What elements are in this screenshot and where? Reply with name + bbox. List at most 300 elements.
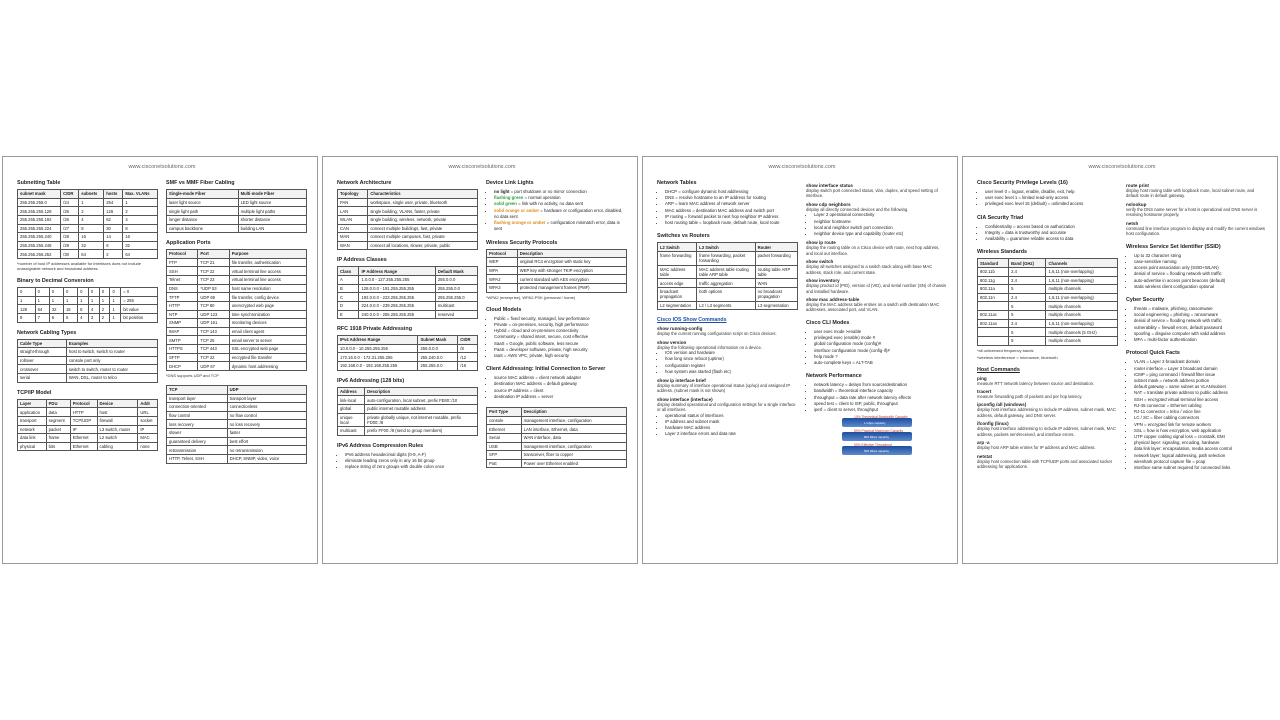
table-cell: 255.255.0.0 xyxy=(435,284,477,293)
table-cell: L2 / L3 segments xyxy=(697,301,755,310)
table-cell: 2 xyxy=(99,305,110,314)
light-state: no light xyxy=(494,189,510,194)
table-cell: segment xyxy=(46,416,70,425)
table-cell: 10.0.0.0 - 10.255.255.255 xyxy=(338,344,418,353)
table-cell: 1 xyxy=(63,296,77,305)
table-cell: transport layer xyxy=(227,394,306,403)
table-row xyxy=(167,446,307,455)
table-row xyxy=(167,454,307,463)
table-header-cell: Default Mask xyxy=(435,267,477,276)
table-cell: 255.240.0.0 xyxy=(418,353,458,362)
list-item: • SSL = how is how encryption, web application xyxy=(1134,428,1267,434)
table-cell: Serial xyxy=(487,433,522,442)
table-row xyxy=(18,416,158,425)
table-cell: Ethernet xyxy=(70,434,97,443)
table-cell: both options xyxy=(697,287,755,301)
table-cell: HTTP, Telnet, SSH xyxy=(167,454,228,463)
table-row xyxy=(338,198,478,207)
table-header-cell: Protocol xyxy=(167,250,198,259)
table-row xyxy=(338,241,478,250)
command-name: netstat xyxy=(977,453,993,459)
table-row xyxy=(18,365,158,374)
table-cell: 62 xyxy=(104,215,123,224)
table-row xyxy=(338,293,478,302)
capacity-bar xyxy=(842,415,912,427)
list-item: • IP address and subnet mask xyxy=(665,419,798,425)
table-cell: multiple channels (5 GHz) xyxy=(1046,328,1118,337)
facts-title: Protocol Quick Facts xyxy=(1126,350,1180,357)
cli-title: Cisco CLI Modes xyxy=(806,319,850,326)
command-description: verify the DNS name server for a host is operational and DNS server is resolving hostname properly. xyxy=(1126,206,1258,218)
host-cmds xyxy=(977,376,1118,470)
table-cell: multiple channels xyxy=(1046,336,1118,345)
show-cmds-title: Cisco IOS Show Commands xyxy=(657,317,727,324)
table-cell: 0 xyxy=(18,288,36,297)
table-header-cell: Description xyxy=(517,249,626,258)
list-item: • configuration register xyxy=(665,363,798,369)
list-item: • bandwidth = theoretical interface capacity xyxy=(814,388,947,394)
table-cell: SSL encrypted web page xyxy=(229,345,306,354)
table-cell: 1 xyxy=(110,305,121,314)
command-name: show inventory xyxy=(806,278,840,284)
table-cell: CAN xyxy=(338,224,368,233)
capacity-subtext: 800 Mbps capacity xyxy=(864,435,890,440)
table-cell: WAN interface, data xyxy=(521,433,626,442)
command-detail-list xyxy=(657,350,798,375)
table-cell: 0 xyxy=(78,288,89,297)
lights-title: Device Link Lights xyxy=(486,180,534,186)
wstd-table xyxy=(977,258,1118,345)
table-row xyxy=(18,434,158,443)
tcp-udp-table xyxy=(166,385,307,464)
cli-list xyxy=(806,329,947,366)
table-cell: WAN xyxy=(338,241,368,250)
table-row xyxy=(167,411,307,420)
table-row xyxy=(18,215,158,224)
table-cell: 2 xyxy=(79,207,104,216)
table-cell: SFP xyxy=(487,451,522,460)
table-row xyxy=(658,301,798,310)
table-cell: PAN xyxy=(338,198,368,207)
command-description: display host ARP table entries for IP address and MAC address. xyxy=(977,445,1096,451)
command-description: display all switches assigned to a switch stack along with base MAC address, stack role, and current state. xyxy=(806,264,933,275)
table-cell: 255.0.0.0 xyxy=(435,276,477,285)
list-item: • local and neighbor switch port connection xyxy=(814,225,947,231)
ssid-title: Wireless Service Set Identifier (SSID) xyxy=(1126,243,1221,250)
list-item: • MFA = multi-factor authentication xyxy=(1134,337,1267,343)
table-header-cell: Standard xyxy=(978,259,1009,268)
table-cell: management interface, configuration xyxy=(521,442,626,451)
table-cell: retransmission xyxy=(167,446,228,455)
subnet-table xyxy=(17,189,158,259)
table-cell: L3 switch, router xyxy=(97,425,138,434)
page-2 xyxy=(322,156,638,564)
capacity-bar xyxy=(842,429,912,441)
list-item: • IaaS = AWS VPC, private, high security xyxy=(494,353,627,359)
table-cell: 172.16.0.0 - 172.31.255.255 xyxy=(338,353,418,362)
table-cell: 0 xyxy=(63,288,77,297)
table-cell: Ethernet xyxy=(70,442,97,451)
table-header-cell: IPv4 Address Range xyxy=(338,336,418,345)
list-item: • Private = on-premises, security, high performance xyxy=(494,322,627,328)
table-cell: frame xyxy=(46,434,70,443)
command-description: display switch port connected status, vlan, duplex, and speed setting of interface. xyxy=(806,188,938,199)
list-item: • static wireless client configuration optional xyxy=(1134,284,1267,290)
list-item: • neighbor device type and capability (router etc) xyxy=(814,231,947,237)
table-cell: WAN, DSL, router to telco xyxy=(66,374,157,383)
table-cell: 4 xyxy=(79,215,104,224)
table-row xyxy=(487,416,627,425)
table-cell: rollover xyxy=(18,356,67,365)
table-cell: A xyxy=(338,276,359,285)
table-cell: slower xyxy=(167,429,228,438)
table-cell: straight-through xyxy=(18,348,67,357)
table-cell: 32 xyxy=(79,241,104,250)
list-item xyxy=(494,208,627,220)
table-row xyxy=(18,305,158,314)
host-cmds-right xyxy=(1126,183,1267,237)
table-cell: /27 xyxy=(61,224,79,233)
table-cell: host xyxy=(97,408,138,417)
table-cell: 5 xyxy=(63,313,77,322)
wstd-note-2: *wireless interference = microwave, bluetooth xyxy=(977,354,1058,360)
table-cell: guaranteed delivery xyxy=(167,437,228,446)
table-header-cell: Addr xyxy=(138,399,158,408)
table-cell: 1 xyxy=(110,313,121,322)
ports-note: *DNS supports UDP and TCP xyxy=(166,372,219,378)
table-header-cell: CIDR xyxy=(61,190,79,199)
table-cell: /26 xyxy=(61,215,79,224)
list-item: • how long since reboot (uptime) xyxy=(665,356,798,362)
table-row xyxy=(487,433,627,442)
table-header-cell: Max. VLANs xyxy=(123,190,158,199)
table-cell: 802.11ac xyxy=(978,311,1009,320)
table-row xyxy=(167,215,307,224)
table-cell: 255.255.255.224 xyxy=(18,224,61,233)
light-meaning: = hardware or configuration error, disabled, no data sent xyxy=(494,207,623,219)
binary-title: Binary to Decimal Conversion xyxy=(17,278,94,284)
command-name: ifconfig (linux) xyxy=(977,421,1009,427)
list-item: • user level 0 = logout, enable, disable, exit, help xyxy=(985,189,1118,195)
command-name: show switch xyxy=(806,259,834,265)
table-cell: UDP 69 xyxy=(198,293,229,302)
fiber-title: SMF vs MMF Fiber Cabling xyxy=(166,180,235,186)
table-cell: 1 xyxy=(79,198,104,207)
list-item: • destination IP address = server xyxy=(494,394,627,400)
list-item: • source IP address = client xyxy=(494,388,627,394)
table-cell: 802.11ax xyxy=(978,319,1009,328)
command-name: route print xyxy=(1126,183,1149,188)
table-row xyxy=(18,356,158,365)
list-item: • default gateway = same subnet as VLAN/subnet xyxy=(1134,384,1267,390)
table-cell: 2.4 xyxy=(1009,319,1046,328)
command-name: nslookup xyxy=(1126,201,1147,207)
subnet-note: *number of host IP addresses available for interfaces does not include unassignable network and broadcast address. xyxy=(17,261,141,271)
list-item: • interface same subnet required for connected links xyxy=(1134,465,1267,471)
table-cell: 8 xyxy=(123,224,158,233)
table-header-cell: Address xyxy=(338,387,365,396)
table-cell: = 0 xyxy=(121,288,158,297)
command-name: show interface status xyxy=(806,183,853,188)
table-cell: 2.4 xyxy=(1009,276,1046,285)
table-row xyxy=(978,319,1118,328)
list-item: • host routing table = loopback route, default route, local route xyxy=(665,220,798,226)
table-cell: broadcast propagation xyxy=(658,287,697,301)
command-name: show mac address-table xyxy=(806,296,860,302)
facts-list xyxy=(1126,359,1267,471)
list-item: • Integrity = data is trustworthy and accurate xyxy=(985,230,1118,236)
table-row xyxy=(167,207,307,216)
table-header-cell: IP Address Range xyxy=(359,267,435,276)
ipv6-rules-title: IPv6 Address Compression Rules xyxy=(337,442,424,449)
table-header-cell: Band (GHz) xyxy=(1009,259,1046,268)
list-item xyxy=(494,220,627,232)
table-cell: 192.0.0.0 - 223.255.255.255 xyxy=(359,293,435,302)
table-cell: 14 xyxy=(104,233,123,242)
table-row xyxy=(338,310,478,319)
table-cell: flow control xyxy=(167,411,228,420)
table-cell: 255.255.255.248 xyxy=(18,241,61,250)
cable-title: Network Cabling Types xyxy=(17,329,77,336)
table-cell: IMAP xyxy=(167,327,198,336)
command-description: display all directly connected devices and the following. xyxy=(806,206,909,212)
table-cell: /16 xyxy=(458,362,478,371)
table-cell: cabling xyxy=(97,442,138,451)
table-cell: routing table ARP table xyxy=(755,265,797,279)
table-cell: /12 xyxy=(458,353,478,362)
table-header-cell: L3 Switch xyxy=(697,243,755,252)
table-cell: frame forwarding, packet forwarding xyxy=(697,251,755,265)
table-cell: 16 xyxy=(63,305,77,314)
table-row xyxy=(338,413,478,427)
table-cell: IP xyxy=(70,425,97,434)
table-header-cell: L2 Switch xyxy=(658,243,697,252)
list-item: • wireshark protocol capture file = pcap xyxy=(1134,459,1267,465)
command-description: display product id (PID), version id (VID), and serial number (SN) of chassis and installed hardware. xyxy=(806,283,947,294)
table-cell: bit value xyxy=(121,305,158,314)
table-cell: best effort xyxy=(227,437,306,446)
table-header-cell: Layer xyxy=(18,399,47,408)
table-cell: data xyxy=(46,408,70,417)
bandwidth-figure xyxy=(842,415,947,455)
table-cell: 126 xyxy=(104,207,123,216)
table-cell: 4 xyxy=(78,313,89,322)
table-cell: monitoring devices xyxy=(229,319,306,328)
table-row xyxy=(487,284,627,293)
table-cell: 6 xyxy=(1009,336,1046,345)
table-header-cell: Purpose xyxy=(229,250,306,259)
table-cell: multiple channels xyxy=(1046,311,1118,320)
sw-table xyxy=(657,242,798,310)
table-row xyxy=(338,404,478,413)
table-row xyxy=(18,198,158,207)
table-cell: 2 xyxy=(99,313,110,322)
table-cell: 1,6,11 (non-overlapping) xyxy=(1046,267,1118,276)
table-cell: faster xyxy=(227,429,306,438)
table-cell: 2.4 xyxy=(1009,293,1046,302)
table-row xyxy=(167,429,307,438)
ipv6-rules-list xyxy=(337,452,478,471)
table-cell: protected management frames (PMF) xyxy=(517,284,626,293)
table-cell xyxy=(978,336,1009,345)
table-cell: 255.255.0.0 xyxy=(418,362,458,371)
table-cell: 16 xyxy=(123,233,158,242)
table-cell: 802.11n xyxy=(978,293,1009,302)
table-cell: WAN xyxy=(755,279,797,288)
table-header-cell: Subnet Mask xyxy=(418,336,458,345)
table-cell: HTTP xyxy=(167,301,198,310)
list-item: • throughput = data rate after network latency effects xyxy=(814,395,947,401)
table-cell: 32 xyxy=(123,241,158,250)
list-item: • interface configuration mode (config-if)# xyxy=(814,348,947,354)
table-cell: time synchronization xyxy=(229,310,306,319)
table-cell: MAC address table routing table ARP table xyxy=(697,265,755,279)
table-cell: 1,6,11 (non-overlapping) xyxy=(1046,319,1118,328)
page-3 xyxy=(642,156,958,564)
list-item: • network latency = delays from source/destination xyxy=(814,382,947,388)
table-cell: encrypted file transfer xyxy=(229,353,306,362)
table-cell: host to switch, switch to router xyxy=(66,348,157,357)
table-cell: 0 xyxy=(99,288,110,297)
table-cell: current standard with AES encryption xyxy=(517,275,626,284)
table-header-cell: PDU xyxy=(46,399,70,408)
table-header-cell: Device xyxy=(97,399,138,408)
command-detail-list xyxy=(806,212,947,237)
table-cell: 255.255.255.0 xyxy=(435,293,477,302)
table-cell: 802.11g xyxy=(978,276,1009,285)
command-name: tracert xyxy=(977,389,992,395)
table-cell: SFTP xyxy=(167,353,198,362)
table-cell: single building, wireless, network, private xyxy=(368,215,478,224)
table-cell: UDP 67 xyxy=(198,362,229,371)
site-url: www.cisconetsolutions.com xyxy=(1088,164,1156,170)
list-item: • how system was started (flash etc) xyxy=(665,369,798,375)
table-row xyxy=(978,267,1118,276)
table-row xyxy=(487,275,627,284)
host-cmds-title: Host Commands xyxy=(977,366,1020,373)
table-header-cell: Characteristics xyxy=(368,190,478,199)
list-item: • auto-complete keys = ALT-TAB xyxy=(814,360,947,366)
table-cell: TCP 22 xyxy=(198,267,229,276)
table-cell: /30 xyxy=(61,250,79,259)
lights-list xyxy=(486,189,627,233)
priv-title: Cisco Security Privilege Levels (16) xyxy=(977,180,1068,186)
table-cell xyxy=(978,302,1009,311)
table-header-cell: hosts xyxy=(104,190,123,199)
table-row xyxy=(978,293,1118,302)
table-cell: connection-oriented xyxy=(167,403,228,412)
table-header-cell: Single-mode Fiber xyxy=(167,190,239,199)
command-description: display detailed operational and configuration settings for a single interface or all interfaces. xyxy=(657,401,796,413)
table-cell: TCP/UDP xyxy=(70,416,97,425)
page-1 xyxy=(2,156,318,564)
list-item: • operational status of interfaces xyxy=(665,413,798,419)
table-cell: none xyxy=(138,442,158,451)
table-row xyxy=(167,258,307,267)
table-row xyxy=(18,442,158,451)
table-row xyxy=(167,327,307,336)
table-cell: HTTP xyxy=(70,408,97,417)
table-cell: TCP 80 xyxy=(198,301,229,310)
list-item: • DHCP = configure dynamic host addressing xyxy=(665,189,798,195)
tcpip-table xyxy=(17,399,158,452)
table-cell: traffic aggregation xyxy=(697,279,755,288)
table-row xyxy=(167,403,307,412)
list-item: • DNS = resolve hostname to an IP address for routing xyxy=(665,195,798,201)
command-description: display summary of interface operational status (up/up) and assigned IP address. (subnet mask is not shown) xyxy=(657,382,791,394)
table-cell: file transfer, config device xyxy=(229,293,306,302)
light-state: solid green xyxy=(494,201,517,207)
table-cell: multiple channels xyxy=(1046,302,1118,311)
table-cell: 4 xyxy=(88,305,99,314)
table-cell: socket xyxy=(138,416,158,425)
cloud-title: Cloud Models xyxy=(486,306,522,313)
command-description: display the current running configuration script on Cisco devices. xyxy=(657,331,777,337)
table-cell: DNS xyxy=(167,284,198,293)
perf-list xyxy=(806,382,947,413)
command-detail-list xyxy=(657,413,798,438)
table-row xyxy=(167,420,307,429)
list-item: • network layer: logical addressing, path selection xyxy=(1134,453,1267,459)
table-cell: global xyxy=(338,404,365,413)
table-cell: 32 xyxy=(49,305,63,314)
command-name: show cdp neighbors xyxy=(806,201,851,207)
table-row xyxy=(167,394,307,403)
table-header-cell: Channels xyxy=(1046,259,1118,268)
table-cell: 224.0.0.0 - 239.255.255.255 xyxy=(359,301,435,310)
list-item: • eliminate leading zeros only in any 16 bit group xyxy=(345,458,478,464)
site-url: www.cisconetsolutions.com xyxy=(768,164,836,170)
table-cell: 255.255.255.240 xyxy=(18,233,61,242)
ipv6-table xyxy=(337,387,478,436)
table-cell: 64 xyxy=(35,305,49,314)
table-cell: LED light source xyxy=(238,198,306,207)
client-list xyxy=(486,375,627,400)
table-cell: shorter distance xyxy=(238,215,306,224)
wstd-title: Wireless Standards xyxy=(977,249,1027,256)
list-item: • social engineering = phishing = ransomware xyxy=(1134,312,1267,318)
table-cell: HTTPS xyxy=(167,345,198,354)
table-cell: email client agent xyxy=(229,327,306,336)
light-state: solid orange or amber xyxy=(494,207,540,213)
command-description: measure RTT network latency between source and destination. xyxy=(977,380,1095,386)
table-row xyxy=(18,374,158,383)
cyber-title: Cyber Security xyxy=(1126,297,1165,304)
table-row xyxy=(978,336,1118,345)
table-cell: file transfer, authentication xyxy=(229,258,306,267)
list-item: • Availability = guarantee reliable access to data xyxy=(985,236,1118,242)
table-cell: MAN xyxy=(338,233,368,242)
table-cell: data link xyxy=(18,434,47,443)
table-row xyxy=(18,224,158,233)
table-row xyxy=(487,266,627,275)
table-header-cell: Description xyxy=(365,387,478,396)
list-item: • Hybrid = cloud and on-premises connectivity xyxy=(494,328,627,334)
table-cell: 255.255.255.192 xyxy=(18,215,61,224)
table-cell: physical xyxy=(18,442,47,451)
table-cell: 5 xyxy=(1009,285,1046,294)
table-cell: /28 xyxy=(61,233,79,242)
capacity-bar xyxy=(842,443,912,455)
table-cell: 1 xyxy=(99,296,110,305)
table-row xyxy=(167,319,307,328)
table-row xyxy=(167,267,307,276)
table-header-cell: Class xyxy=(338,267,359,276)
table-cell: host name resolution xyxy=(229,284,306,293)
priv-list xyxy=(977,189,1118,208)
command-name: show ip interface brief xyxy=(657,377,706,383)
arch-table xyxy=(337,189,478,250)
